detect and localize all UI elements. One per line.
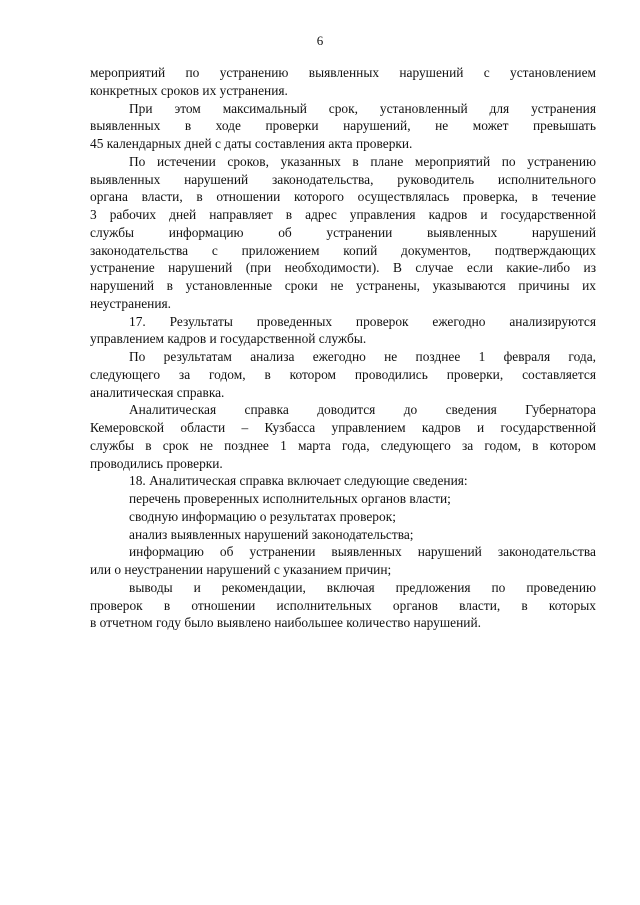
text-line: информацию об устранении выявленных нарушений законодательства [129, 544, 596, 560]
text-line: При этом максимальный срок, установленный для устранения [129, 100, 596, 116]
text-line: 17. Результаты проведенных проверок ежегодно анализируются [129, 313, 596, 329]
text-line: следующего за годом, в котором проводились проверки, составляется [90, 366, 596, 382]
text-line: 45 календарных дней с даты составления акта проверки. [90, 136, 413, 151]
text-line: неустранения. [90, 295, 172, 311]
text-line: проводились проверки. [90, 455, 223, 471]
text-line: выявленных нарушений законодательства, руководитель исполнительного [90, 171, 596, 187]
text-line: службы в срок не позднее 1 марта года, следующего за годом, в котором [90, 437, 596, 453]
page-number: 6 [316, 33, 324, 48]
text-line: По истечении сроков, указанных в плане мероприятий по устранению [129, 153, 596, 169]
text-line: управлением кадров и государственной службы. [90, 331, 367, 347]
text-line: нарушений в установленные сроки не устранены, указываются причины их [90, 278, 596, 293]
text-line: перечень проверенных исполнительных органов власти; [129, 491, 451, 506]
text-line: конкретных сроков их устранения. [90, 82, 288, 98]
text-line: в отчетном году было выявлено наибольшее количество нарушений. [90, 615, 481, 631]
text-line: устранение нарушений (при необходимости). В случае если какие-либо из [90, 260, 596, 276]
document-body [90, 64, 596, 632]
text-line: законодательства с приложением копий документов, подтверждающих [90, 242, 596, 258]
text-line: выявленных в ходе проверки нарушений, не может превышать [90, 118, 596, 134]
text-line: аналитическая справка. [90, 384, 225, 400]
text-line: Кемеровской области – Кузбасса управлением кадров и государственной [90, 420, 596, 435]
text-line: органа власти, в отношении которого осуществлялась проверка, в течение [90, 189, 596, 205]
text-line: выводы и рекомендации, включая предложения по проведению [129, 579, 596, 595]
text-line: или о неустранении нарушений с указанием причин; [90, 562, 392, 577]
text-line: мероприятий по устранению выявленных нарушений с установлением [90, 65, 596, 80]
text-line: Аналитическая справка доводится до сведения Губернатора [129, 402, 596, 418]
text-line: По результатам анализа ежегодно не позднее 1 февраля года, [129, 349, 596, 364]
text-line: проверок в отношении исполнительных органов власти, в которых [90, 597, 596, 613]
text-line: 3 рабочих дней направляет в адрес управления кадров и государственной [90, 207, 596, 222]
text-line: сводную информацию о результатах проверок; [129, 508, 396, 524]
text-line: 18. Аналитическая справка включает следующие сведения: [129, 473, 468, 489]
text-line: службы информацию об устранении выявленных нарушений [90, 224, 596, 240]
text-line: анализ выявленных нарушений законодательства; [129, 526, 414, 542]
